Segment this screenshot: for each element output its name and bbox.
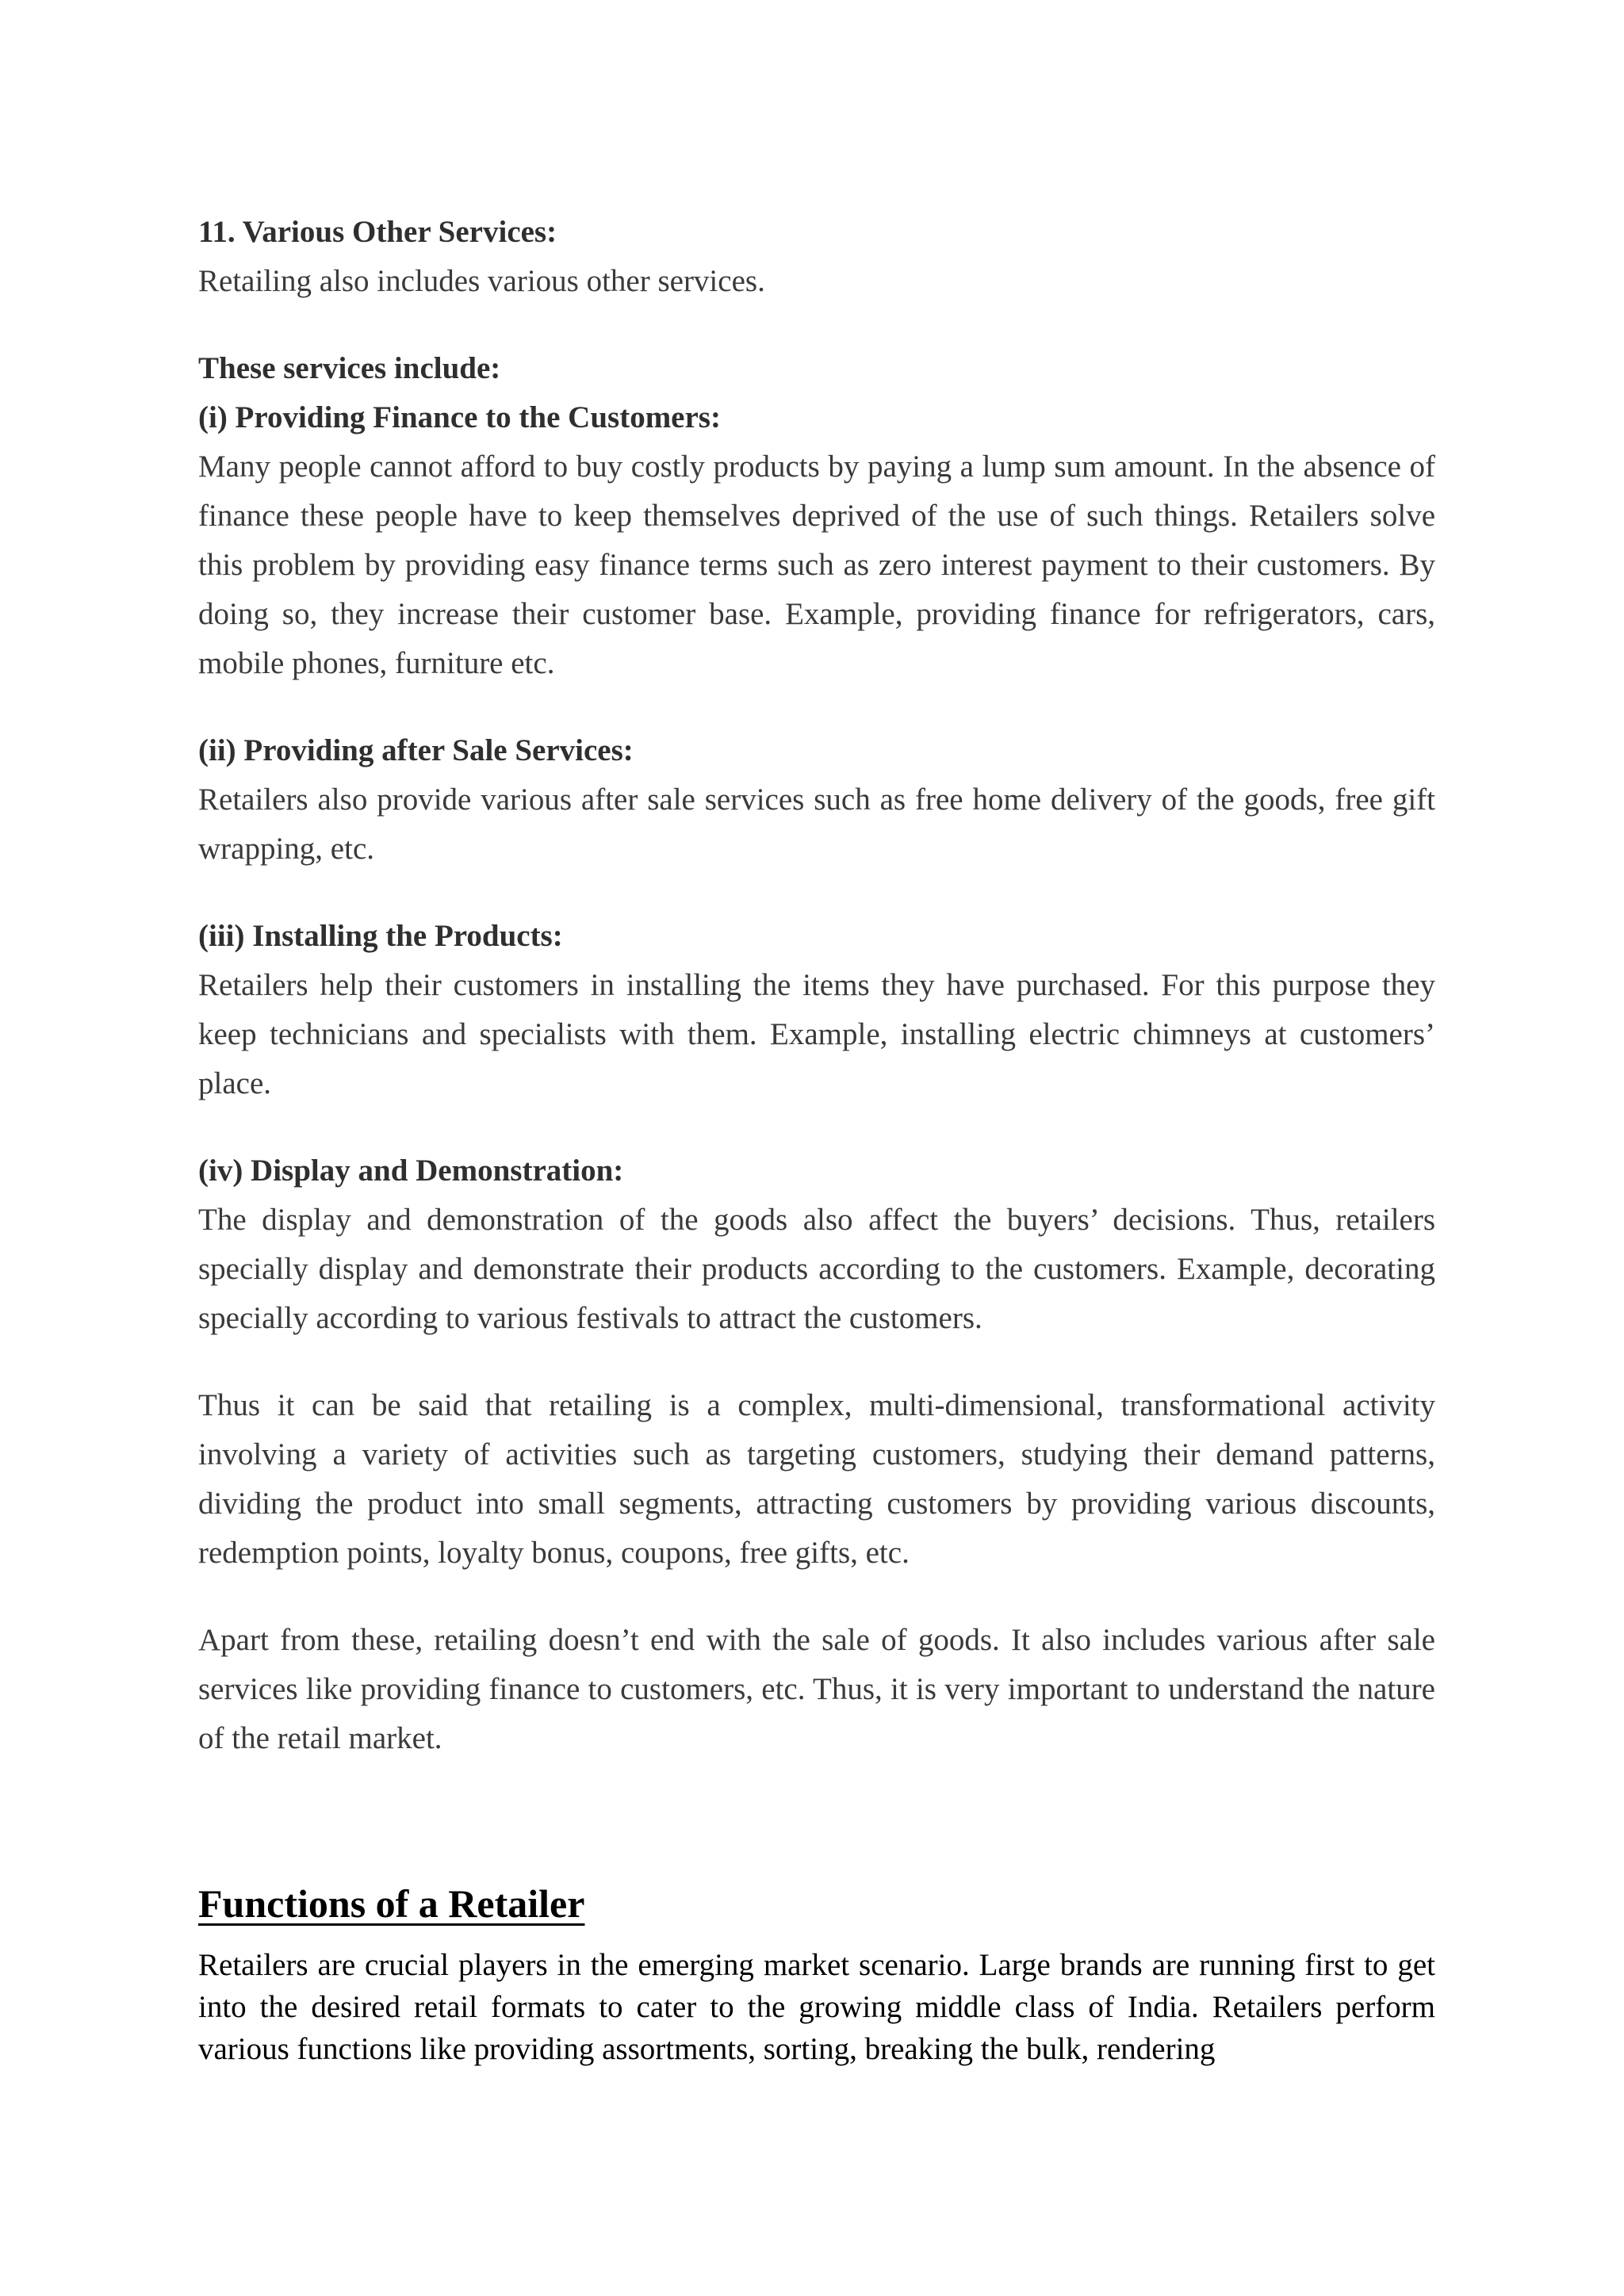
finance-heading: (i) Providing Finance to the Customers: <box>198 400 721 434</box>
summary-paragraph-1: Thus it can be said that retailing is a complex, multi-dimensional, transformational activity involving a variety of activities such as targeting customers, studying their demand patterns, dividing the product into small segments, attracting customers by providing various discounts, redemption points, loyalty bonus, coupons, free gifts, etc. <box>198 1388 1435 1570</box>
functions-paragraph: Retailers are crucial players in the emerging market scenario. Large brands are running first to get into the desired retail formats to cater to the growing middle class of India. Retailers perform various functions like providing assortments, sorting, breaking the bulk, rendering <box>198 1948 1435 2066</box>
installing-heading: (iii) Installing the Products: <box>198 919 563 953</box>
spacer <box>198 874 1435 912</box>
functions-section <box>198 1874 1435 2070</box>
spacer <box>198 1108 1435 1146</box>
spacer <box>198 1578 1435 1616</box>
spacer <box>198 1933 1435 1944</box>
spacer <box>198 1763 1435 1874</box>
after-sale-heading: (ii) Providing after Sale Services: <box>198 733 634 767</box>
services-intro-heading: These services include: <box>198 351 501 385</box>
after-sale-paragraph: Retailers also provide various after sale services such as free home delivery of the goods, free gift wrapping, etc. <box>198 783 1435 866</box>
document-page <box>198 208 1435 2070</box>
spacer <box>198 688 1435 726</box>
spacer <box>198 1343 1435 1381</box>
spacer <box>198 306 1435 344</box>
finance-paragraph: Many people cannot afford to buy costly products by paying a lump sum amount. In the absence of finance these people have to keep themselves deprived of the use of such things. Retailers solve this problem by providing easy finance terms such as zero interest payment to their customers. By doing so, they increase their customer base. Example, providing finance for refrigerators, cars, mobile phones, furniture etc. <box>198 450 1435 680</box>
summary-paragraph-2: Apart from these, retailing doesn’t end with the sale of goods. It also includes various after sale services like providing finance to customers, etc. Thus, it is very important to understand the nature of the retail market. <box>198 1623 1435 1755</box>
section-11-heading: 11. Various Other Services: <box>198 215 557 249</box>
installing-paragraph: Retailers help their customers in installing the items they have purchased. For this purpose they keep technicians and specialists with them. Example, installing electric chimneys at customers’ place. <box>198 968 1435 1100</box>
display-heading: (iv) Display and Demonstration: <box>198 1154 624 1188</box>
section-title-functions: Functions of a Retailer <box>198 1881 585 1926</box>
display-paragraph: The display and demonstration of the goods also affect the buyers’ decisions. Thus, retailers specially display and demonstrate their products according to the customers. Example, decorating specially according to various festivals to attract the customers. <box>198 1203 1435 1335</box>
section-11-intro: Retailing also includes various other services. <box>198 264 765 298</box>
